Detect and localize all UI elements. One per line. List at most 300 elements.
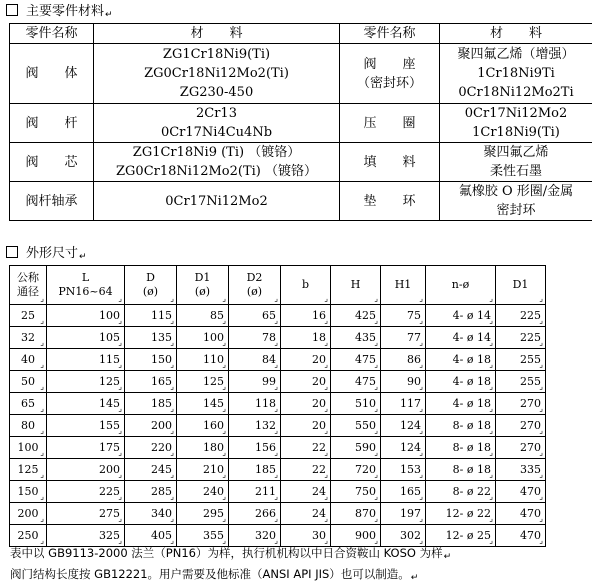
corner-mark-icon: ⌟ <box>118 360 122 369</box>
material-cell <box>94 143 340 182</box>
cell-line: 2Cr13 <box>196 106 237 121</box>
corner-mark-icon: ⌟ <box>374 492 378 501</box>
corner-mark-icon: ⌟ <box>489 316 493 325</box>
dimensions-row <box>10 393 546 415</box>
corner-mark-icon: ⌟ <box>324 316 328 325</box>
dimension-value: 340 <box>151 506 172 520</box>
corner-mark-icon: ⌟ <box>118 492 122 501</box>
dimension-value: 475 <box>355 374 376 388</box>
dimension-value: 8- ø 18 <box>452 440 491 454</box>
dimension-cell <box>496 525 546 547</box>
dimension-value: 510 <box>355 396 376 410</box>
dimension-value: 550 <box>355 418 376 432</box>
cell-line: ZG0Cr18Ni12Mo2(Ti) <box>144 66 289 81</box>
corner-mark-icon: ⌟ <box>539 470 543 479</box>
corner-mark-icon: ⌟ <box>374 382 378 391</box>
dimension-cell <box>10 481 47 503</box>
corner-mark-icon: ⌟ <box>539 316 543 325</box>
material-cell <box>440 44 592 104</box>
part-name-cell <box>340 143 440 182</box>
corner-mark-icon: ⌟ <box>222 492 226 501</box>
dimension-cell <box>125 327 177 349</box>
dimensions-row <box>10 503 546 525</box>
corner-mark-icon: ⌟ <box>170 404 174 413</box>
dimensions-table <box>9 265 546 547</box>
dimensions-header-cell <box>426 266 496 305</box>
dimension-cell <box>331 371 381 393</box>
dimension-cell <box>426 459 496 481</box>
corner-mark-icon: ⌟ <box>324 470 328 479</box>
dimension-cell <box>381 305 426 327</box>
dimension-value: 156 <box>255 440 276 454</box>
cell-line: 1Cr18Ni9(Ti) <box>472 125 560 140</box>
paragraph-mark-icon: ↵ <box>105 10 113 20</box>
dimension-value: 270 <box>520 418 541 432</box>
dimension-cell <box>47 437 125 459</box>
cell-line: 0Cr17Ni4Cu4Nb <box>160 125 273 140</box>
dimension-cell <box>125 481 177 503</box>
dimension-value: 4- ø 18 <box>452 396 491 410</box>
corner-mark-icon: ⌟ <box>170 536 174 545</box>
dimension-cell <box>10 327 47 349</box>
dimension-value: 470 <box>520 484 541 498</box>
dimension-value: 86 <box>407 352 421 366</box>
dimension-value: 302 <box>400 528 421 542</box>
dimensions-row <box>10 459 546 481</box>
corner-mark-icon: ⌟ <box>539 338 543 347</box>
corner-mark-icon: ⌟ <box>489 426 493 435</box>
corner-mark-icon: ⌟ <box>324 338 328 347</box>
dimension-value: 325 <box>99 528 120 542</box>
dimension-cell <box>177 481 229 503</box>
corner-mark-icon: ⌟ <box>489 294 493 303</box>
dimension-cell <box>47 393 125 415</box>
dimension-value: 100 <box>99 308 120 322</box>
header-line: D <box>146 271 155 284</box>
dimension-value: 210 <box>203 462 224 476</box>
corner-mark-icon: ⌟ <box>539 360 543 369</box>
corner-mark-icon: ⌟ <box>274 360 278 369</box>
dimension-cell <box>426 393 496 415</box>
dimension-cell <box>496 327 546 349</box>
dimension-value: 115 <box>99 352 120 366</box>
cell-line: 0Cr18Ni12Mo2Ti <box>458 85 574 100</box>
corner-mark-icon: ⌟ <box>539 382 543 391</box>
dimension-value: 110 <box>203 352 224 366</box>
dimension-cell <box>281 327 331 349</box>
dimension-value: 150 <box>17 484 39 498</box>
material-cell <box>94 104 340 143</box>
cell-line: ZG0Cr18Ni12Mo2(Ti) （镀铬） <box>116 164 317 179</box>
part-name-cell: 阀 杆 <box>10 104 94 143</box>
dimension-cell <box>47 371 125 393</box>
dimension-cell <box>496 459 546 481</box>
dimension-value: 8- ø 18 <box>452 462 491 476</box>
dimension-cell <box>281 349 331 371</box>
corner-mark-icon: ⌟ <box>222 294 226 303</box>
corner-mark-icon: ⌟ <box>539 294 543 303</box>
corner-mark-icon: ⌟ <box>118 536 122 545</box>
dimension-value: 75 <box>407 308 421 322</box>
dimension-cell <box>229 349 281 371</box>
part-name-cell <box>340 182 440 221</box>
cell-line: 聚四氟乙烯 <box>483 145 549 160</box>
dimension-value: 270 <box>520 396 541 410</box>
dimension-value: 125 <box>203 374 224 388</box>
dimension-value: 124 <box>400 418 421 432</box>
dimension-cell <box>125 437 177 459</box>
dimension-cell <box>177 371 229 393</box>
corner-mark-icon: ⌟ <box>40 360 44 369</box>
cell-line: ZG1Cr18Ni9 (Ti) （镀铬） <box>132 145 301 160</box>
dimension-value: 50 <box>21 374 35 388</box>
corner-mark-icon: ⌟ <box>170 382 174 391</box>
dimension-cell <box>281 371 331 393</box>
corner-mark-icon: ⌟ <box>170 492 174 501</box>
dimension-cell <box>125 349 177 371</box>
corner-mark-icon: ⌟ <box>419 338 423 347</box>
dimension-cell <box>10 525 47 547</box>
corner-mark-icon: ⌟ <box>324 294 328 303</box>
dimension-value: 266 <box>255 506 276 520</box>
dimension-cell <box>177 349 229 371</box>
dimension-cell <box>177 415 229 437</box>
dimensions-header-cell <box>10 266 47 305</box>
dimension-cell <box>125 393 177 415</box>
material-cell <box>440 104 592 143</box>
corner-mark-icon: ⌟ <box>274 536 278 545</box>
dimension-cell <box>496 349 546 371</box>
corner-mark-icon: ⌟ <box>118 470 122 479</box>
dimension-value: 470 <box>520 506 541 520</box>
dimension-value: 125 <box>17 462 39 476</box>
part-name-cell <box>340 44 440 104</box>
dimension-cell <box>426 305 496 327</box>
dimension-cell <box>229 525 281 547</box>
cell-line: 垫 环 <box>363 193 416 209</box>
dimension-value: 8- ø 18 <box>452 418 491 432</box>
dimension-cell <box>381 393 426 415</box>
corner-mark-icon: ⌟ <box>274 448 278 457</box>
corner-mark-icon: ⌟ <box>222 448 226 457</box>
dimension-value: 145 <box>203 396 224 410</box>
dimension-cell <box>381 459 426 481</box>
corner-mark-icon: ⌟ <box>222 404 226 413</box>
corner-mark-icon: ⌟ <box>539 448 543 457</box>
corner-mark-icon: ⌟ <box>170 426 174 435</box>
corner-mark-icon: ⌟ <box>118 294 122 303</box>
dimension-cell <box>281 437 331 459</box>
dimension-value: 225 <box>520 308 541 322</box>
dimension-value: 185 <box>255 462 276 476</box>
dimension-value: 180 <box>203 440 224 454</box>
corner-mark-icon: ⌟ <box>40 404 44 413</box>
dimension-value: 250 <box>17 528 39 542</box>
dimension-cell <box>229 459 281 481</box>
dimension-cell <box>47 503 125 525</box>
dimension-cell <box>331 415 381 437</box>
dimension-value: 165 <box>151 374 172 388</box>
corner-mark-icon: ⌟ <box>118 514 122 523</box>
corner-mark-icon: ⌟ <box>40 448 44 457</box>
header-line: (ø) <box>142 285 159 298</box>
corner-mark-icon: ⌟ <box>274 514 278 523</box>
dimension-value: 20 <box>312 352 326 366</box>
dimension-value: 475 <box>355 352 376 366</box>
header-part-name: 零件名称 <box>340 24 440 44</box>
corner-mark-icon: ⌟ <box>374 316 378 325</box>
dimension-value: 8- ø 22 <box>452 484 491 498</box>
corner-mark-icon: ⌟ <box>222 382 226 391</box>
dimension-value: 255 <box>520 374 541 388</box>
dimension-cell <box>331 437 381 459</box>
cell-line: 密封环 <box>496 203 536 218</box>
dimension-cell <box>426 371 496 393</box>
dimension-cell <box>496 393 546 415</box>
corner-mark-icon: ⌟ <box>539 404 543 413</box>
corner-mark-icon: ⌟ <box>374 426 378 435</box>
dimension-cell <box>426 349 496 371</box>
dimension-value: 197 <box>400 506 421 520</box>
corner-mark-icon: ⌟ <box>324 404 328 413</box>
dimension-cell <box>426 327 496 349</box>
dimension-value: 20 <box>312 396 326 410</box>
dimension-value: 16 <box>312 308 326 322</box>
corner-mark-icon: ⌟ <box>489 360 493 369</box>
dimension-value: 125 <box>99 374 120 388</box>
dimensions-header-cell <box>47 266 125 305</box>
corner-mark-icon: ⌟ <box>222 426 226 435</box>
dimension-value: 22 <box>312 462 326 476</box>
dimension-cell <box>10 437 47 459</box>
corner-mark-icon: ⌟ <box>489 448 493 457</box>
corner-mark-icon: ⌟ <box>324 448 328 457</box>
dimension-cell <box>47 481 125 503</box>
header-line: (ø) <box>194 285 211 298</box>
corner-mark-icon: ⌟ <box>118 338 122 347</box>
paragraph-mark-icon: ↵ <box>410 573 419 583</box>
dimension-value: 165 <box>400 484 421 498</box>
corner-mark-icon: ⌟ <box>419 360 423 369</box>
dimension-value: 4- ø 14 <box>452 308 491 322</box>
corner-mark-icon: ⌟ <box>419 470 423 479</box>
cell-line: 0Cr17Ni12Mo2 <box>464 106 568 121</box>
corner-mark-icon: ⌟ <box>539 514 543 523</box>
dimension-value: 80 <box>21 418 35 432</box>
dimension-value: 30 <box>312 528 326 542</box>
dimension-cell <box>331 525 381 547</box>
corner-mark-icon: ⌟ <box>419 294 423 303</box>
corner-mark-icon: ⌟ <box>40 426 44 435</box>
dimension-value: 220 <box>151 440 172 454</box>
dimension-cell <box>229 481 281 503</box>
dimensions-row <box>10 481 546 503</box>
dimension-value: 185 <box>151 396 172 410</box>
dimension-cell <box>47 415 125 437</box>
dimension-value: 65 <box>21 396 35 410</box>
material-cell <box>94 44 340 104</box>
dimension-value: 20 <box>312 374 326 388</box>
dimension-value: 225 <box>99 484 120 498</box>
dimension-value: 24 <box>312 484 326 498</box>
dimension-cell <box>10 349 47 371</box>
dimension-cell <box>281 305 331 327</box>
corner-mark-icon: ⌟ <box>419 426 423 435</box>
dimension-value: 4- ø 18 <box>452 352 491 366</box>
paragraph-mark-icon: ↵ <box>79 252 87 262</box>
dimensions-header-cell <box>331 266 381 305</box>
dimension-cell <box>10 459 47 481</box>
dimension-value: 160 <box>203 418 224 432</box>
corner-mark-icon: ⌟ <box>40 294 44 303</box>
corner-mark-icon: ⌟ <box>419 492 423 501</box>
part-name-cell: 阀 芯 <box>10 143 94 182</box>
dimension-value: 22 <box>312 440 326 454</box>
corner-mark-icon: ⌟ <box>374 294 378 303</box>
dimension-value: 4- ø 14 <box>452 330 491 344</box>
material-cell <box>440 182 592 221</box>
dimension-cell <box>381 525 426 547</box>
dimension-value: 200 <box>17 506 39 520</box>
corner-mark-icon: ⌟ <box>274 338 278 347</box>
dimension-value: 900 <box>355 528 376 542</box>
dimension-cell <box>381 371 426 393</box>
corner-mark-icon: ⌟ <box>374 338 378 347</box>
corner-mark-icon: ⌟ <box>118 404 122 413</box>
cell-line: 压 圈 <box>363 115 416 131</box>
dimension-value: 240 <box>203 484 224 498</box>
dimension-cell <box>47 327 125 349</box>
section-heading-materials <box>6 3 113 21</box>
corner-mark-icon: ⌟ <box>539 536 543 545</box>
corner-mark-icon: ⌟ <box>222 514 226 523</box>
dimension-value: 245 <box>151 462 172 476</box>
dimension-cell <box>331 349 381 371</box>
dimension-value: 405 <box>151 528 172 542</box>
dimension-value: 40 <box>21 352 35 366</box>
dimension-cell <box>281 525 331 547</box>
dimension-cell <box>125 415 177 437</box>
dimension-cell <box>281 393 331 415</box>
dimension-value: 870 <box>355 506 376 520</box>
dimension-cell <box>177 503 229 525</box>
dimension-value: 118 <box>255 396 276 410</box>
dimension-cell <box>496 415 546 437</box>
dimension-value: 435 <box>355 330 376 344</box>
corner-mark-icon: ⌟ <box>274 316 278 325</box>
dimension-cell <box>229 415 281 437</box>
cell-line: 聚四氟乙烯（增强） <box>457 47 575 62</box>
dimension-cell <box>229 503 281 525</box>
dimension-value: 590 <box>355 440 376 454</box>
section-heading-dimensions <box>6 245 87 263</box>
corner-mark-icon: ⌟ <box>419 404 423 413</box>
header-line: H1 <box>394 278 412 291</box>
dimension-value: 720 <box>355 462 376 476</box>
dimension-value: 77 <box>407 330 421 344</box>
note-line: 阀门结构长度按 GB12221。用户需要及他标准（ANSI API JIS）也可以制造。↵ <box>10 567 419 583</box>
corner-mark-icon: ⌟ <box>374 536 378 545</box>
dimension-value: 24 <box>312 506 326 520</box>
dimension-cell <box>426 525 496 547</box>
dimension-value: 295 <box>203 506 224 520</box>
note-line: 表中以 GB9113-2000 法兰（PN16）为样，执行机机构以中日合资鞍山 KOSO 为样↵ <box>10 546 452 562</box>
dimension-value: 85 <box>210 308 224 322</box>
section-title: 外形尺寸 <box>26 246 79 261</box>
dimension-value: 150 <box>151 352 172 366</box>
corner-mark-icon: ⌟ <box>170 294 174 303</box>
dimension-cell <box>177 305 229 327</box>
dimension-cell <box>229 371 281 393</box>
dimensions-header-cell <box>177 266 229 305</box>
dimension-value: 355 <box>203 528 224 542</box>
part-name-cell <box>340 104 440 143</box>
dimension-cell <box>10 371 47 393</box>
cell-line: ZG230-450 <box>179 85 254 100</box>
dimension-cell <box>496 437 546 459</box>
dimension-cell <box>125 525 177 547</box>
corner-mark-icon: ⌟ <box>374 514 378 523</box>
dimension-value: 32 <box>21 330 35 344</box>
corner-mark-icon: ⌟ <box>222 360 226 369</box>
cell-line: 柔性石墨 <box>489 164 542 179</box>
dimension-cell <box>10 305 47 327</box>
dimension-value: 270 <box>520 440 541 454</box>
header-line: D1 <box>512 278 529 291</box>
corner-mark-icon: ⌟ <box>419 382 423 391</box>
dimension-value: 90 <box>407 374 421 388</box>
dimension-value: 275 <box>99 506 120 520</box>
dimension-cell <box>381 327 426 349</box>
corner-mark-icon: ⌟ <box>222 338 226 347</box>
corner-mark-icon: ⌟ <box>324 382 328 391</box>
header-material: 材 料 <box>440 24 592 44</box>
dimensions-row <box>10 437 546 459</box>
corner-mark-icon: ⌟ <box>539 426 543 435</box>
dimensions-header-row <box>10 266 546 305</box>
corner-mark-icon: ⌟ <box>489 404 493 413</box>
dimension-cell <box>229 393 281 415</box>
corner-mark-icon: ⌟ <box>40 338 44 347</box>
corner-mark-icon: ⌟ <box>118 448 122 457</box>
dimensions-row <box>10 415 546 437</box>
dimension-cell <box>47 459 125 481</box>
dimension-value: 145 <box>99 396 120 410</box>
corner-mark-icon: ⌟ <box>489 470 493 479</box>
corner-mark-icon: ⌟ <box>170 338 174 347</box>
dimension-cell <box>331 327 381 349</box>
dimension-value: 100 <box>203 330 224 344</box>
dimension-value: 750 <box>355 484 376 498</box>
corner-mark-icon: ⌟ <box>274 382 278 391</box>
dimensions-row <box>10 349 546 371</box>
section-title: 主要零件材料 <box>26 4 105 19</box>
dimensions-row <box>10 327 546 349</box>
header-part-name: 零件名称 <box>10 24 94 44</box>
dimensions-header-cell <box>229 266 281 305</box>
dimension-value: 135 <box>151 330 172 344</box>
corner-mark-icon: ⌟ <box>40 382 44 391</box>
materials-row <box>10 104 592 143</box>
header-line: PN16~64 <box>58 285 113 298</box>
corner-mark-icon: ⌟ <box>170 360 174 369</box>
corner-mark-icon: ⌟ <box>40 492 44 501</box>
dimension-value: 84 <box>262 352 276 366</box>
dimension-value: 320 <box>255 528 276 542</box>
dimension-value: 115 <box>151 308 172 322</box>
dimension-value: 117 <box>400 396 421 410</box>
corner-mark-icon: ⌟ <box>324 492 328 501</box>
